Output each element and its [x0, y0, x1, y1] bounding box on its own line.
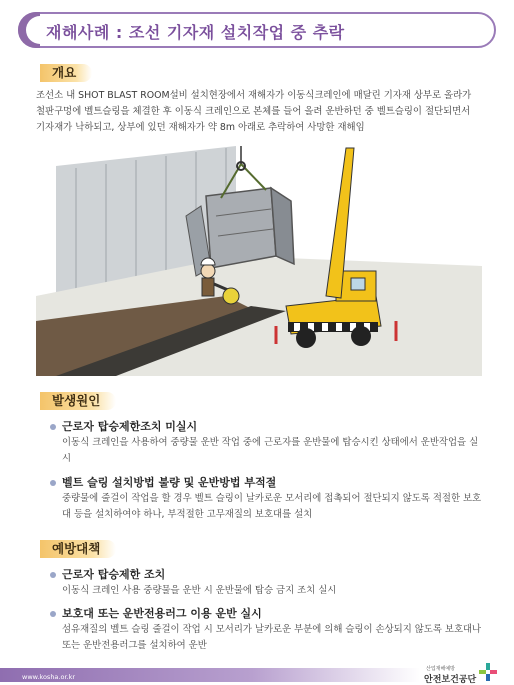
bullet-dot — [50, 480, 56, 486]
bullet-dot — [50, 611, 56, 617]
page-title: 재해사례 : 조선 기자재 설치작업 중 추락 — [46, 23, 345, 42]
prevention-1-title: 근로자 탑승제한 조치 — [62, 568, 166, 581]
cause-1-title: 근로자 탑승제한조치 미실시 — [62, 420, 198, 433]
bullet-dot — [50, 572, 56, 578]
footer-url[interactable]: www.kosha.or.kr — [22, 673, 76, 681]
kosha-logo-icon — [478, 662, 498, 682]
prevention-2-title: 보호대 또는 운반전용러그 이용 운반 실시 — [62, 607, 262, 620]
footer-bar — [0, 668, 420, 682]
org-name: 안전보건공단 — [424, 675, 477, 685]
cause-2-title: 벨트 슬링 설치방법 불량 및 운반방법 부적절 — [62, 476, 277, 489]
section-label-causes: 발생원인 — [40, 392, 116, 410]
prevention-2-body: 섬유재질의 벨트 슬링 줄걸이 작업 시 모서리가 날카로운 부분에 의해 슬링이 손상되지 않도록 보호대나 또는 운반전용러그를 설치하여 운반 — [62, 624, 482, 651]
cause-1-body: 이동식 크레인을 사용하여 중량물 운반 작업 중에 근로자를 운반물에 탑승시킨 상태에서 운반작업을 실시 — [62, 437, 479, 464]
cause-2-body: 중량물에 줄걸이 작업을 할 경우 벨트 슬링이 날카로운 모서리에 접촉되어 절단되지 않도록 적절한 보호대 등을 설치하여야 하나, 부적절한 고무재질의 보호대를 설치 — [62, 493, 482, 520]
accident-illustration — [36, 146, 482, 376]
overview-text: 조선소 내 SHOT BLAST ROOM설비 설치현장에서 재해자가 이동식크레인에 매달린 기자재 상부로 올라가 철판구멍에 벨트슬링을 체결한 후 이동식 크레인으로 본체를 들어 올려 운반하던 중 벨트슬링이 절단되면서 기자재가 낙하되고, 상부에 있던 재해자가 약 8m 아래로 추락하여 사망한 재해임 — [36, 90, 472, 133]
title-bar — [18, 12, 496, 48]
section-label-overview: 개요 — [40, 64, 92, 82]
hardhat-falling — [223, 288, 239, 304]
section-label-prevention: 예방대책 — [40, 540, 116, 558]
org-tagline: 산업재해예방 — [426, 666, 455, 672]
bullet-dot — [50, 424, 56, 430]
prevention-1-body: 이동식 크레인 사용 중량물을 운반 시 운반물에 탑승 금지 조치 실시 — [62, 585, 337, 596]
